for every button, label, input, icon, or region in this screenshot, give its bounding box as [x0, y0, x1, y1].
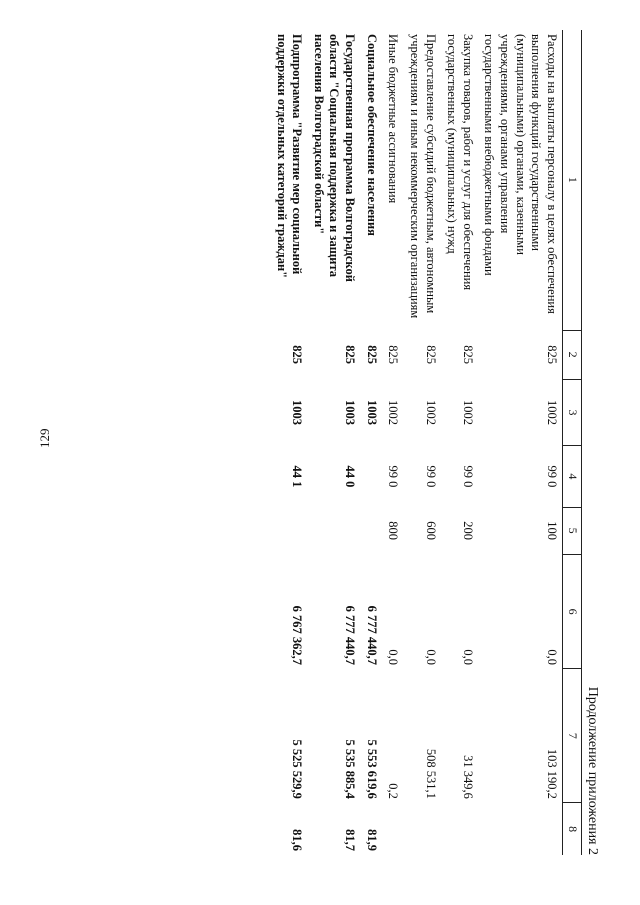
row-program-code — [360, 446, 382, 507]
row-plan-value: 0,0 — [545, 649, 559, 665]
row-ministry-code: 825 — [290, 345, 305, 365]
row-program-code: 99 0 — [386, 465, 401, 488]
table-row — [360, 30, 382, 855]
table-row — [403, 30, 440, 855]
col-header-4: 4 — [563, 446, 582, 507]
row-ministry-code: 825 — [423, 345, 438, 365]
row-name: Расходы на выплаты персоналу в целях обеспечения выполнения функций государственными (муниципальными) органами, казенными учреждениями, органами управления государственными внебюджетными фондами — [482, 34, 559, 314]
row-actual-value: 0,2 — [386, 783, 401, 799]
row-name: Государственная программа Волгоградской области "Социальная поддержка и защита населения Волгоградской области" — [311, 34, 358, 282]
row-percent — [382, 803, 404, 855]
row-program-code: 99 0 — [460, 465, 475, 488]
col-header-3: 3 — [563, 379, 582, 446]
row-expense-type: 600 — [423, 521, 438, 541]
row-plan-value: 0,0 — [386, 649, 401, 665]
row-percent: 81,9 — [364, 829, 379, 851]
row-percent — [441, 803, 478, 855]
table-row — [307, 30, 360, 855]
row-ministry-code: 825 — [545, 345, 559, 365]
continuation-note: Продолжение приложения 2 — [585, 686, 600, 855]
row-ministry-code: 825 — [343, 345, 358, 365]
row-name: Социальное обеспечение населения — [364, 34, 379, 236]
row-section-code: 1002 — [386, 399, 401, 425]
col-header-6: 6 — [563, 554, 582, 669]
row-expense-type — [270, 507, 307, 554]
row-percent: 81,6 — [290, 829, 305, 851]
row-actual-value: 5 553 619,6 — [364, 739, 379, 799]
row-program-code: 44 1 — [290, 465, 305, 488]
col-header-1: 1 — [563, 30, 582, 330]
row-plan-value: 0,0 — [460, 649, 475, 665]
col-header-5: 5 — [563, 507, 582, 554]
row-percent — [403, 803, 440, 855]
row-plan-value: 0,0 — [423, 649, 438, 665]
col-header-2: 2 — [563, 330, 582, 379]
row-expense-type: 100 — [545, 521, 559, 541]
row-section-code: 1002 — [545, 399, 559, 425]
table-row — [478, 30, 563, 855]
row-actual-value: 5 525 529,9 — [290, 739, 305, 799]
row-section-code: 1003 — [343, 399, 358, 425]
col-header-7: 7 — [563, 669, 582, 803]
row-expense-type: 200 — [460, 521, 475, 541]
row-ministry-code: 825 — [460, 345, 475, 365]
row-section-code: 1002 — [423, 399, 438, 425]
row-actual-value: 31 349,6 — [460, 755, 475, 799]
table-row — [270, 30, 307, 855]
row-ministry-code: 825 — [364, 345, 379, 365]
row-section-code: 1002 — [460, 399, 475, 425]
row-name: Предоставление субсидий бюджетным, автономным учреждениям и иным некоммерческим организациям — [408, 34, 438, 319]
rotated-sheet — [80, 0, 600, 905]
table-row — [382, 30, 404, 855]
row-percent: 81,7 — [343, 829, 358, 851]
row-name: Закупка товаров, работ и услуг для обеспечения государственных (муниципальных) нужд — [445, 34, 475, 291]
row-name: Подпрограмма "Развитие мер социальной поддержки отдельных категорий граждан" — [274, 34, 305, 279]
row-expense-type — [307, 507, 360, 554]
row-section-code: 1003 — [364, 399, 379, 425]
row-actual-value: 508 531,1 — [423, 748, 438, 799]
row-program-code: 44 0 — [343, 465, 358, 488]
row-program-code: 99 0 — [545, 465, 559, 488]
table-row — [441, 30, 478, 855]
col-header-8: 8 — [563, 803, 582, 855]
row-percent — [478, 803, 563, 855]
budget-table — [270, 30, 582, 855]
row-plan-value: 6 777 440,7 — [364, 605, 379, 665]
row-actual-value: 103 190,2 — [545, 748, 559, 799]
row-ministry-code: 825 — [386, 345, 401, 365]
column-number-row — [563, 30, 582, 855]
row-plan-value: 6 777 440,7 — [343, 605, 358, 665]
row-name: Иные бюджетные ассигнования — [386, 34, 401, 204]
page-number: 129 — [37, 428, 52, 448]
row-plan-value: 6 767 362,7 — [290, 605, 305, 665]
row-expense-type — [360, 507, 382, 554]
row-section-code: 1003 — [290, 399, 305, 425]
row-actual-value: 5 535 885,4 — [343, 739, 358, 799]
row-expense-type: 800 — [386, 521, 401, 541]
row-program-code: 99 0 — [423, 465, 438, 488]
